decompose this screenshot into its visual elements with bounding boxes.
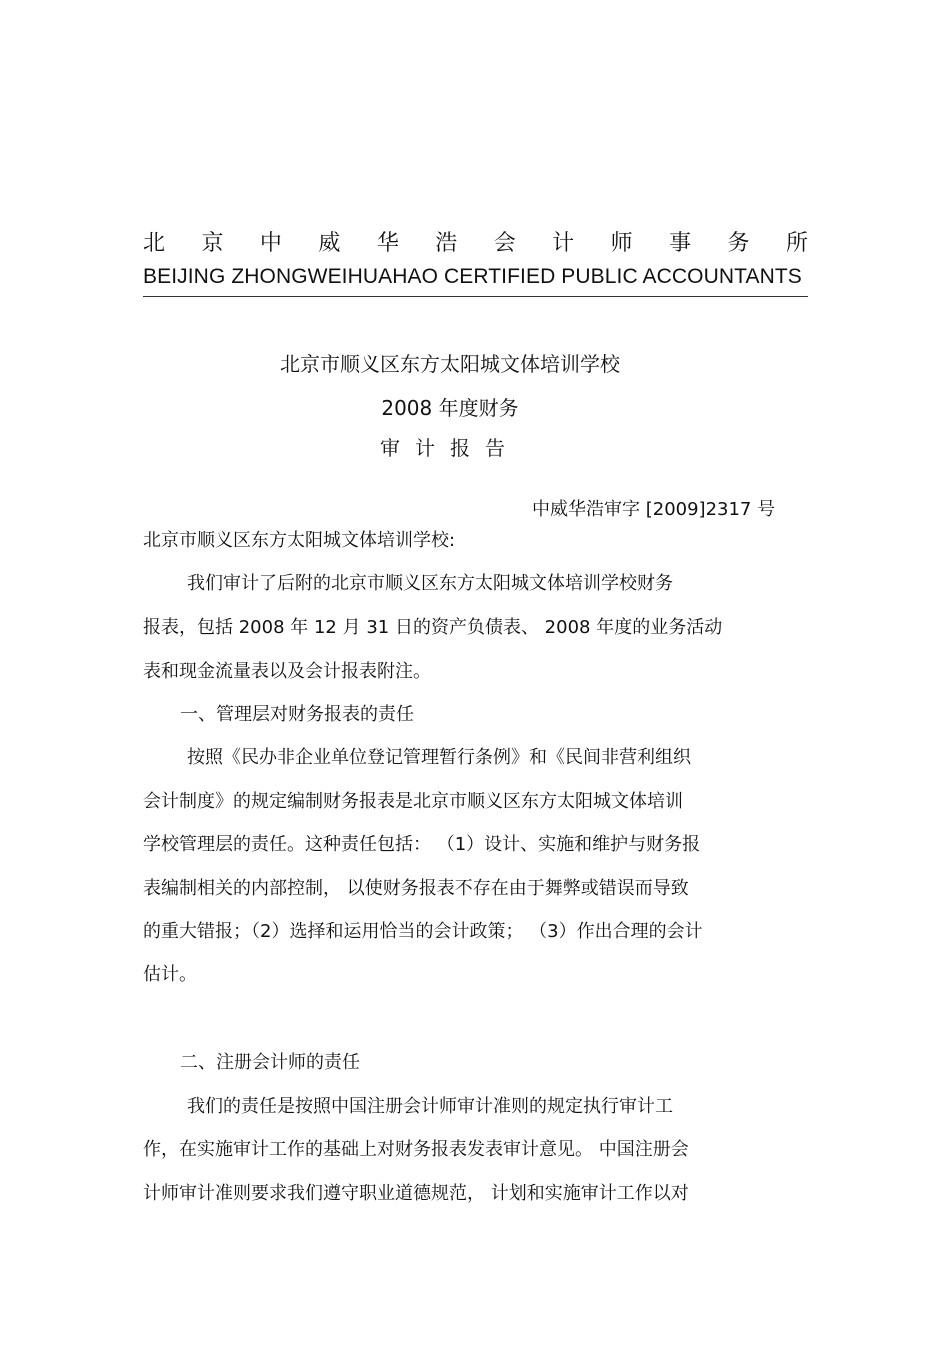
reference-number: 中威华浩审字 [2009]2317 号 — [532, 499, 776, 520]
section-heading-auditor-responsibility: 二、注册会计师的责任 — [180, 1052, 360, 1073]
firm-name-char: 事 — [669, 231, 692, 256]
firm-name-char: 中 — [259, 231, 282, 256]
firm-name-char: 所 — [785, 231, 808, 256]
firm-name-char: 华 — [376, 231, 399, 256]
section-heading-management-responsibility: 一、管理层对财务报表的责任 — [180, 704, 414, 725]
firm-name-chinese — [143, 228, 808, 260]
body-line: 学校管理层的责任。这种责任包括： （1）设计、实施和维护与财务报 — [143, 834, 701, 855]
body-line: 报表，包括 2008 年 12 月 31 日的资产负债表、 2008 年度的业务活动 — [143, 617, 723, 638]
body-line: 的重大错报；（2）选择和运用恰当的会计政策； （3）作出合理的会计 — [143, 921, 703, 942]
report-title-type: 审计报告 — [380, 436, 520, 460]
body-line: 会计制度》的规定编制财务报表是北京市顺义区东方太阳城文体培训 — [143, 791, 683, 812]
firm-name-char: 务 — [727, 231, 750, 256]
body-line: 我们的责任是按照中国注册会计师审计准则的规定执行审计工 — [187, 1096, 673, 1117]
body-line: 按照《民办非企业单位登记管理暂行条例》和《民间非营利组织 — [187, 747, 691, 768]
body-line: 我们审计了后附的北京市顺义区东方太阳城文体培训学校财务 — [187, 573, 673, 594]
firm-name-char: 威 — [318, 231, 341, 256]
firm-name-char: 北 — [143, 231, 166, 256]
body-line: 表编制相关的内部控制， 以使财务报表不存在由于舞弊或错误而导致 — [143, 878, 689, 899]
header-divider — [143, 296, 808, 297]
body-line: 表和现金流量表以及会计报表附注。 — [143, 661, 431, 682]
firm-name-char: 计 — [552, 231, 575, 256]
report-title-year: 2008 年度财务 — [381, 396, 519, 420]
firm-name-english: BEIJING ZHONGWEIHUAHAO CERTIFIED PUBLIC ACCOUNTANTS — [143, 265, 802, 288]
body-line: 作，在实施审计工作的基础上对财务报表发表审计意见。 中国注册会 — [143, 1139, 689, 1160]
body-line: 计师审计准则要求我们遵守职业道德规范， 计划和实施审计工作以对 — [143, 1183, 689, 1204]
firm-name-char: 浩 — [435, 231, 458, 256]
addressee: 北京市顺义区东方太阳城文体培训学校: — [143, 530, 456, 551]
body-line: 估计。 — [143, 964, 197, 985]
firm-name-char: 师 — [610, 231, 633, 256]
firm-name-char: 京 — [201, 231, 224, 256]
report-title-school: 北京市顺义区东方太阳城文体培训学校 — [280, 352, 620, 376]
firm-name-char: 会 — [493, 231, 516, 256]
